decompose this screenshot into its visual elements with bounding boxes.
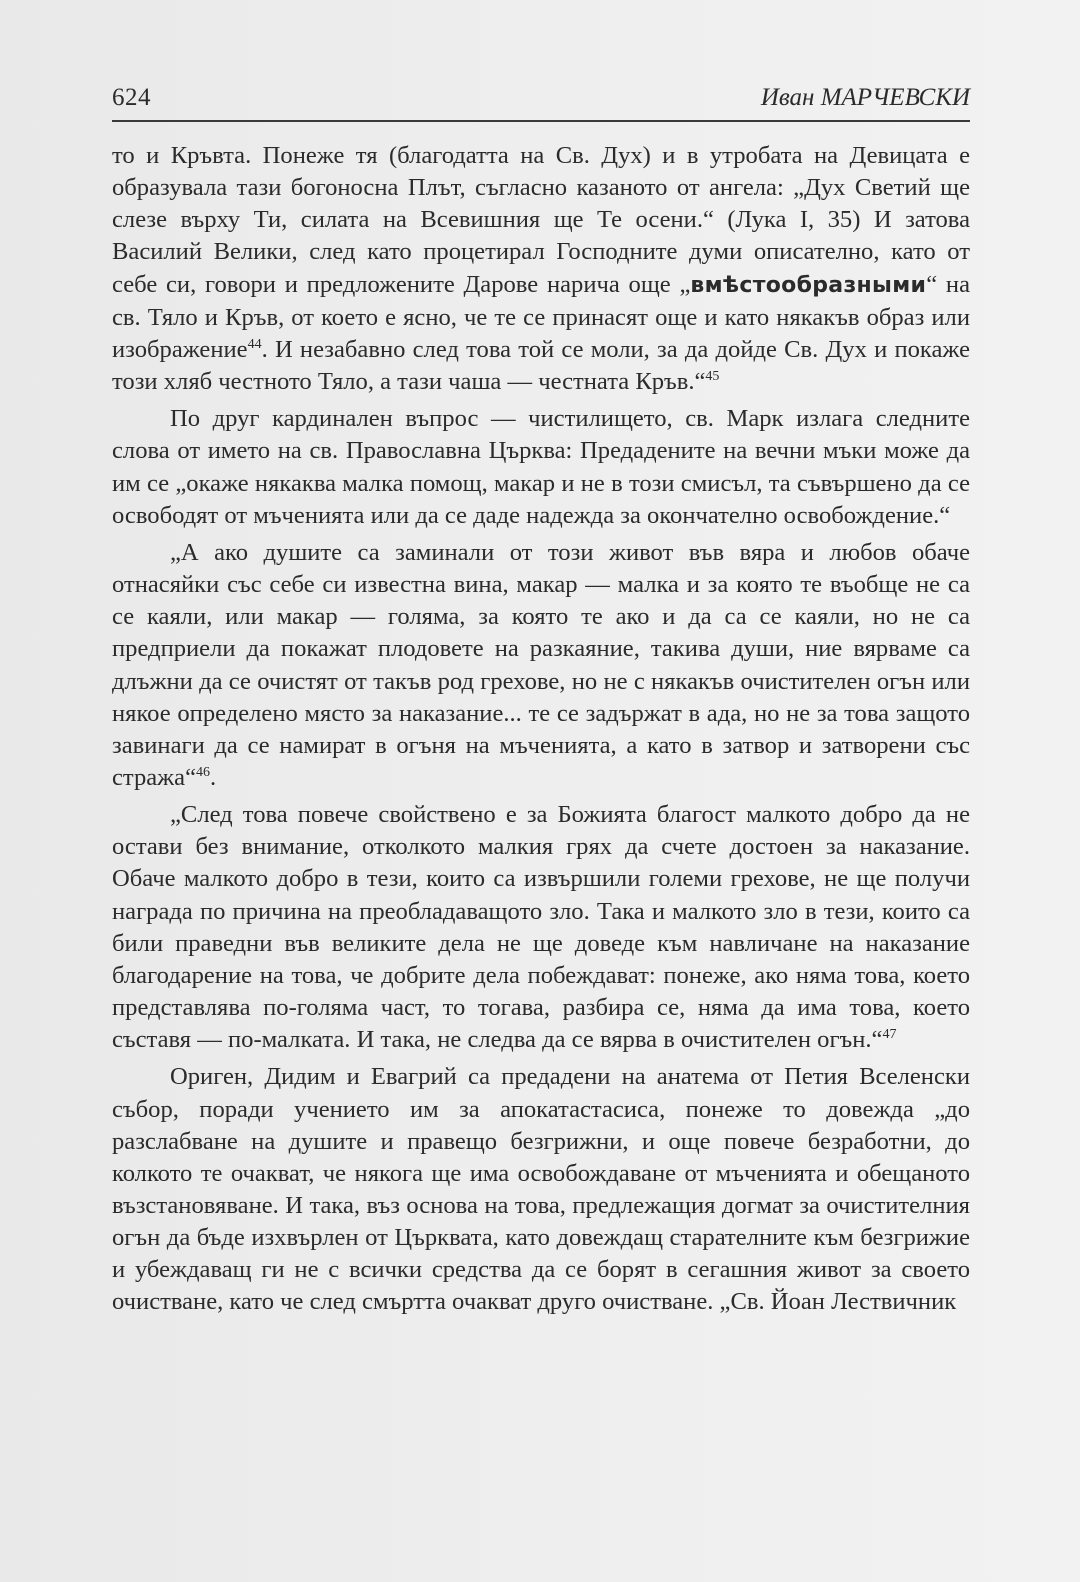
footnote-ref-45: 45	[705, 369, 720, 385]
paragraph-5: Ориген, Дидим и Евагрий са предадени на анатема от Петия Вселенски събор, поради учението им за апокатастасиса, понеже то довежда „до разслабване на душите и правещо безгрижни, и още повече безработни, до колкото те очакват, че някога ще има освобождаване от мъченията и обещаното възстановяване. И така, въз основа на това, предлежащия догмат за очистителния огън да бъде изхвърлен от Църквата, като довеждащ старателните към безгрижие и убеждаващ ги не с всички средства да се борят в сегашния живот за своето очистване, като че след смъртта очакват друго очистване. „Св. Йоан Лествичник	[112, 1063, 970, 1316]
paragraph-2: По друг кардинален въпрос — чистилището, св. Марк излага следните слова от името на св. Православна Църква: Предадените на вечни мъки може да им се „окаже някаква малка помощ, макар и не в този смисъл, та съвършено да се освободят от мъченията или да се даде надежда за окончателно освобождение.“	[112, 405, 970, 529]
paragraph-3-text-a: „А ако душите са заминали от този живот във вяра и любов обаче отнасяйки със себе си известна вина, макар — малка и за която те въобще не са се каяли, или макар — голяма, за която те ако и да са се каяли, но не са предприели да покажат плодовете на разкаяние, такива души, ние вярваме са длъжни да се очистят от такъв род грехове, но не с някакъв очистителен огън или някое определено място за наказание... те се задържат в ада, но не за това защото завинаги да се намират в огъня на мъченията, а като в затвор и затворени със стража“	[112, 538, 970, 791]
paragraph-3	[112, 537, 970, 794]
paragraph-1-text-b: “ на св. Тяло и Кръв, от което е ясно, че те се принасят още и като някакъв образ или изображение	[112, 270, 970, 363]
running-head-author: Иван МАРЧЕВСКИ	[760, 84, 970, 111]
paragraph-1-text-a: то и Кръвта. Понеже тя (благодатта на Св. Дух) и в утробата на Девицата е образувала тази богоносна Плът, съгласно казаното от ангела: „Дух Светий ще слезе върху Ти, силата на Всевишния ще Те осени.“ (Лука I, 35) И затова Василий Велики, след като процетирал Господните думи описателно, като от себе си, говори и предложените Дарове нарича още „	[112, 142, 970, 298]
page-number: 624	[112, 84, 151, 111]
paragraph-4-text: „След това повече свойствено е за Божията благост малкото добро да не остави без внимание, отколкото малкия грях да счете достоен за наказание. Обаче малкото добро в тези, които са извършили големи грехове, не ще получи награда по причина на преобладаващото зло. Така и малкото зло в тези, които са били праведни във великите дела не ще доведе към навличане на наказание благодарение на това, че добрите дела побеждават: понеже, ако няма това, което представлява по-голяма част, то тогава, разбира се, няма да има това, което съставя — по-малката. И така, не следва да се вярва в очистителен огън.“	[112, 801, 970, 1054]
paragraph-3-text-b: .	[210, 763, 217, 791]
page-header	[112, 82, 970, 122]
paragraph-1-text-c: . И незабавно след това той се моли, за да дойде Св. Дух и покаже този хляб честното Тяло, а тази чаша — честната Кръв.“	[112, 335, 970, 396]
paragraph-1	[112, 140, 970, 398]
footnote-ref-47: 47	[882, 1027, 897, 1043]
paragraph-4	[112, 799, 970, 1056]
footnote-ref-46: 46	[196, 764, 211, 780]
footnote-ref-44: 44	[247, 336, 262, 352]
church-slavonic-word: вмѣстообразными	[690, 272, 927, 298]
body-text	[112, 140, 970, 1319]
